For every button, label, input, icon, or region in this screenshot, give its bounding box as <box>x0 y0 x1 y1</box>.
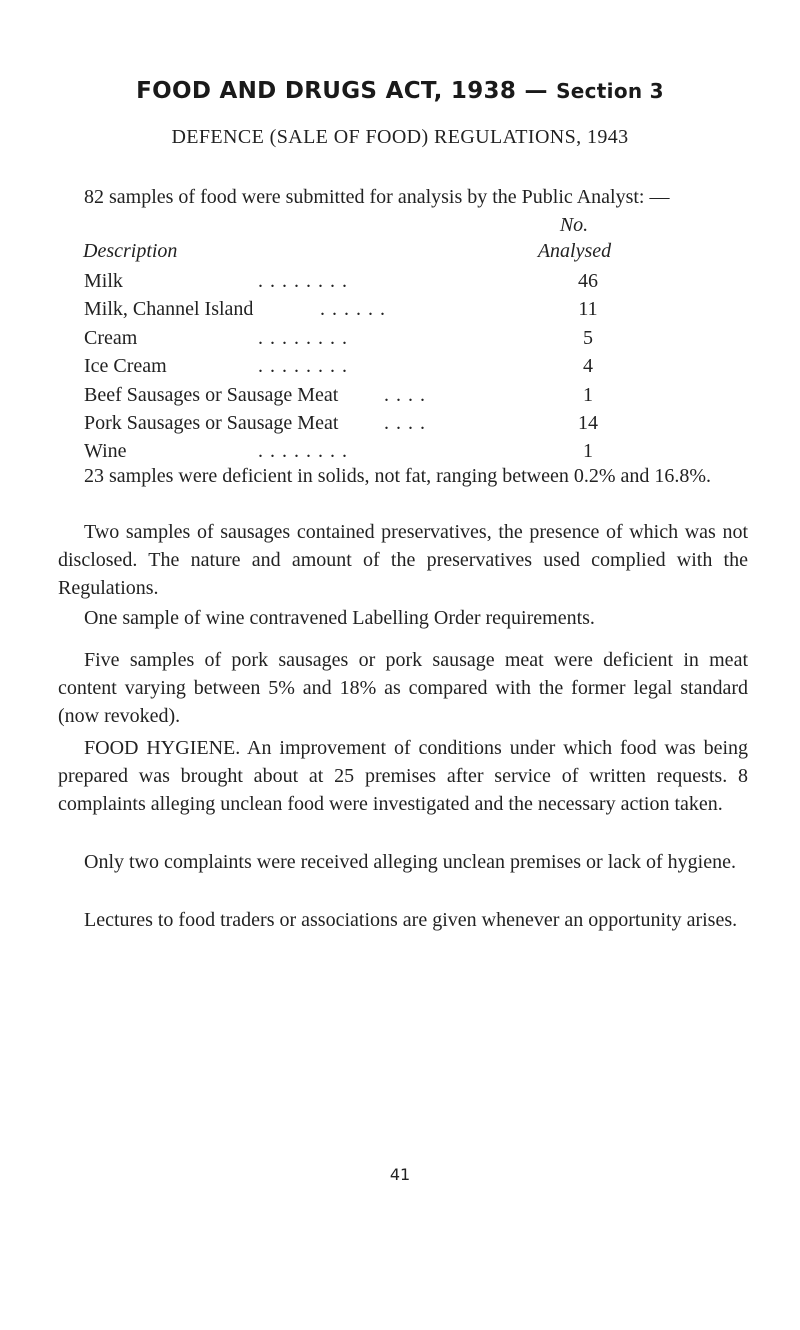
paragraph-deficient-solids <box>58 462 748 490</box>
paragraph-food-hygiene <box>58 734 748 818</box>
row-description: Beef Sausages or Sausage Meat <box>84 383 339 406</box>
column-header-analysed: Analysed <box>537 240 612 262</box>
paragraph-text: Lectures to food traders or associations are given whenever an opportunity arises. <box>84 909 738 931</box>
row-count: 11 <box>578 298 598 321</box>
title-dash: — <box>516 78 557 104</box>
row-description: Cream <box>84 326 138 349</box>
table-row <box>58 298 658 326</box>
table-row <box>58 327 658 355</box>
paragraph-text: FOOD HYGIENE. An improvement of conditions under which food was being prepared was brought about at 25 premises after service of written requests. 8 complaints alleging unclean food were investigated and the necessary action taken. <box>58 737 748 815</box>
intro-text: 82 samples of food were submitted for analysis by the Public Analyst: — <box>84 186 670 208</box>
paragraph-lectures <box>58 906 748 934</box>
column-header-no: No. <box>559 214 589 236</box>
row-description: Milk, Channel Island <box>84 298 254 321</box>
row-description: Ice Cream <box>84 355 167 378</box>
row-description: Pork Sausages or Sausage Meat <box>84 411 339 434</box>
table-row <box>58 270 658 298</box>
row-count: 5 <box>583 326 593 349</box>
paragraph-wine-labelling: One sample of wine contravened Labelling Order requirements. <box>84 607 595 629</box>
row-count: 14 <box>578 411 598 434</box>
row-description: Milk <box>84 270 123 292</box>
row-leader-dots: . . . . . . . . <box>258 355 348 378</box>
row-leader-dots: . . . . . . . . <box>258 326 348 349</box>
row-count: 4 <box>583 355 593 378</box>
paragraph-text: Two samples of sausages contained preservatives, the presence of which was not disclosed. The nature and amount of the preservatives used complied with the Regulations. <box>58 521 748 599</box>
row-leader-dots: . . . . . . <box>320 298 386 321</box>
column-header-description: Description <box>83 240 178 262</box>
samples-table <box>58 270 658 469</box>
row-count: 46 <box>578 270 598 292</box>
page-number: 41 <box>389 1165 411 1184</box>
page-subtitle: DEFENCE (SALE OF FOOD) REGULATIONS, 1943 <box>171 126 629 148</box>
paragraph-text: Only two complaints were received alleging unclean premises or lack of hygiene. <box>84 851 736 873</box>
row-count: 1 <box>583 383 593 406</box>
row-leader-dots: . . . . <box>384 411 426 434</box>
row-count: 1 <box>583 440 593 463</box>
title-section: Section 3 <box>556 79 664 103</box>
title-main: FOOD AND DRUGS ACT, 1938 <box>136 78 517 104</box>
paragraph-complaints <box>58 848 748 876</box>
table-row <box>58 355 658 383</box>
paragraph-preservatives <box>58 518 748 602</box>
row-description: Wine <box>84 440 127 463</box>
row-leader-dots: . . . . <box>384 383 426 406</box>
paragraph-pork-sausages <box>58 646 748 730</box>
page-title <box>0 78 800 104</box>
paragraph-text: 23 samples were deficient in solids, not fat, ranging between 0.2% and 16.8%. <box>84 465 712 487</box>
row-leader-dots: . . . . . . . . <box>258 440 348 463</box>
paragraph-text: Five samples of pork sausages or pork sausage meat were deficient in meat content varying between 5% and 18% as compared with the former legal standard (now revoked). <box>58 649 748 727</box>
table-row <box>58 412 658 440</box>
row-leader-dots: . . . . . . . . <box>258 270 348 292</box>
table-row <box>58 384 658 412</box>
